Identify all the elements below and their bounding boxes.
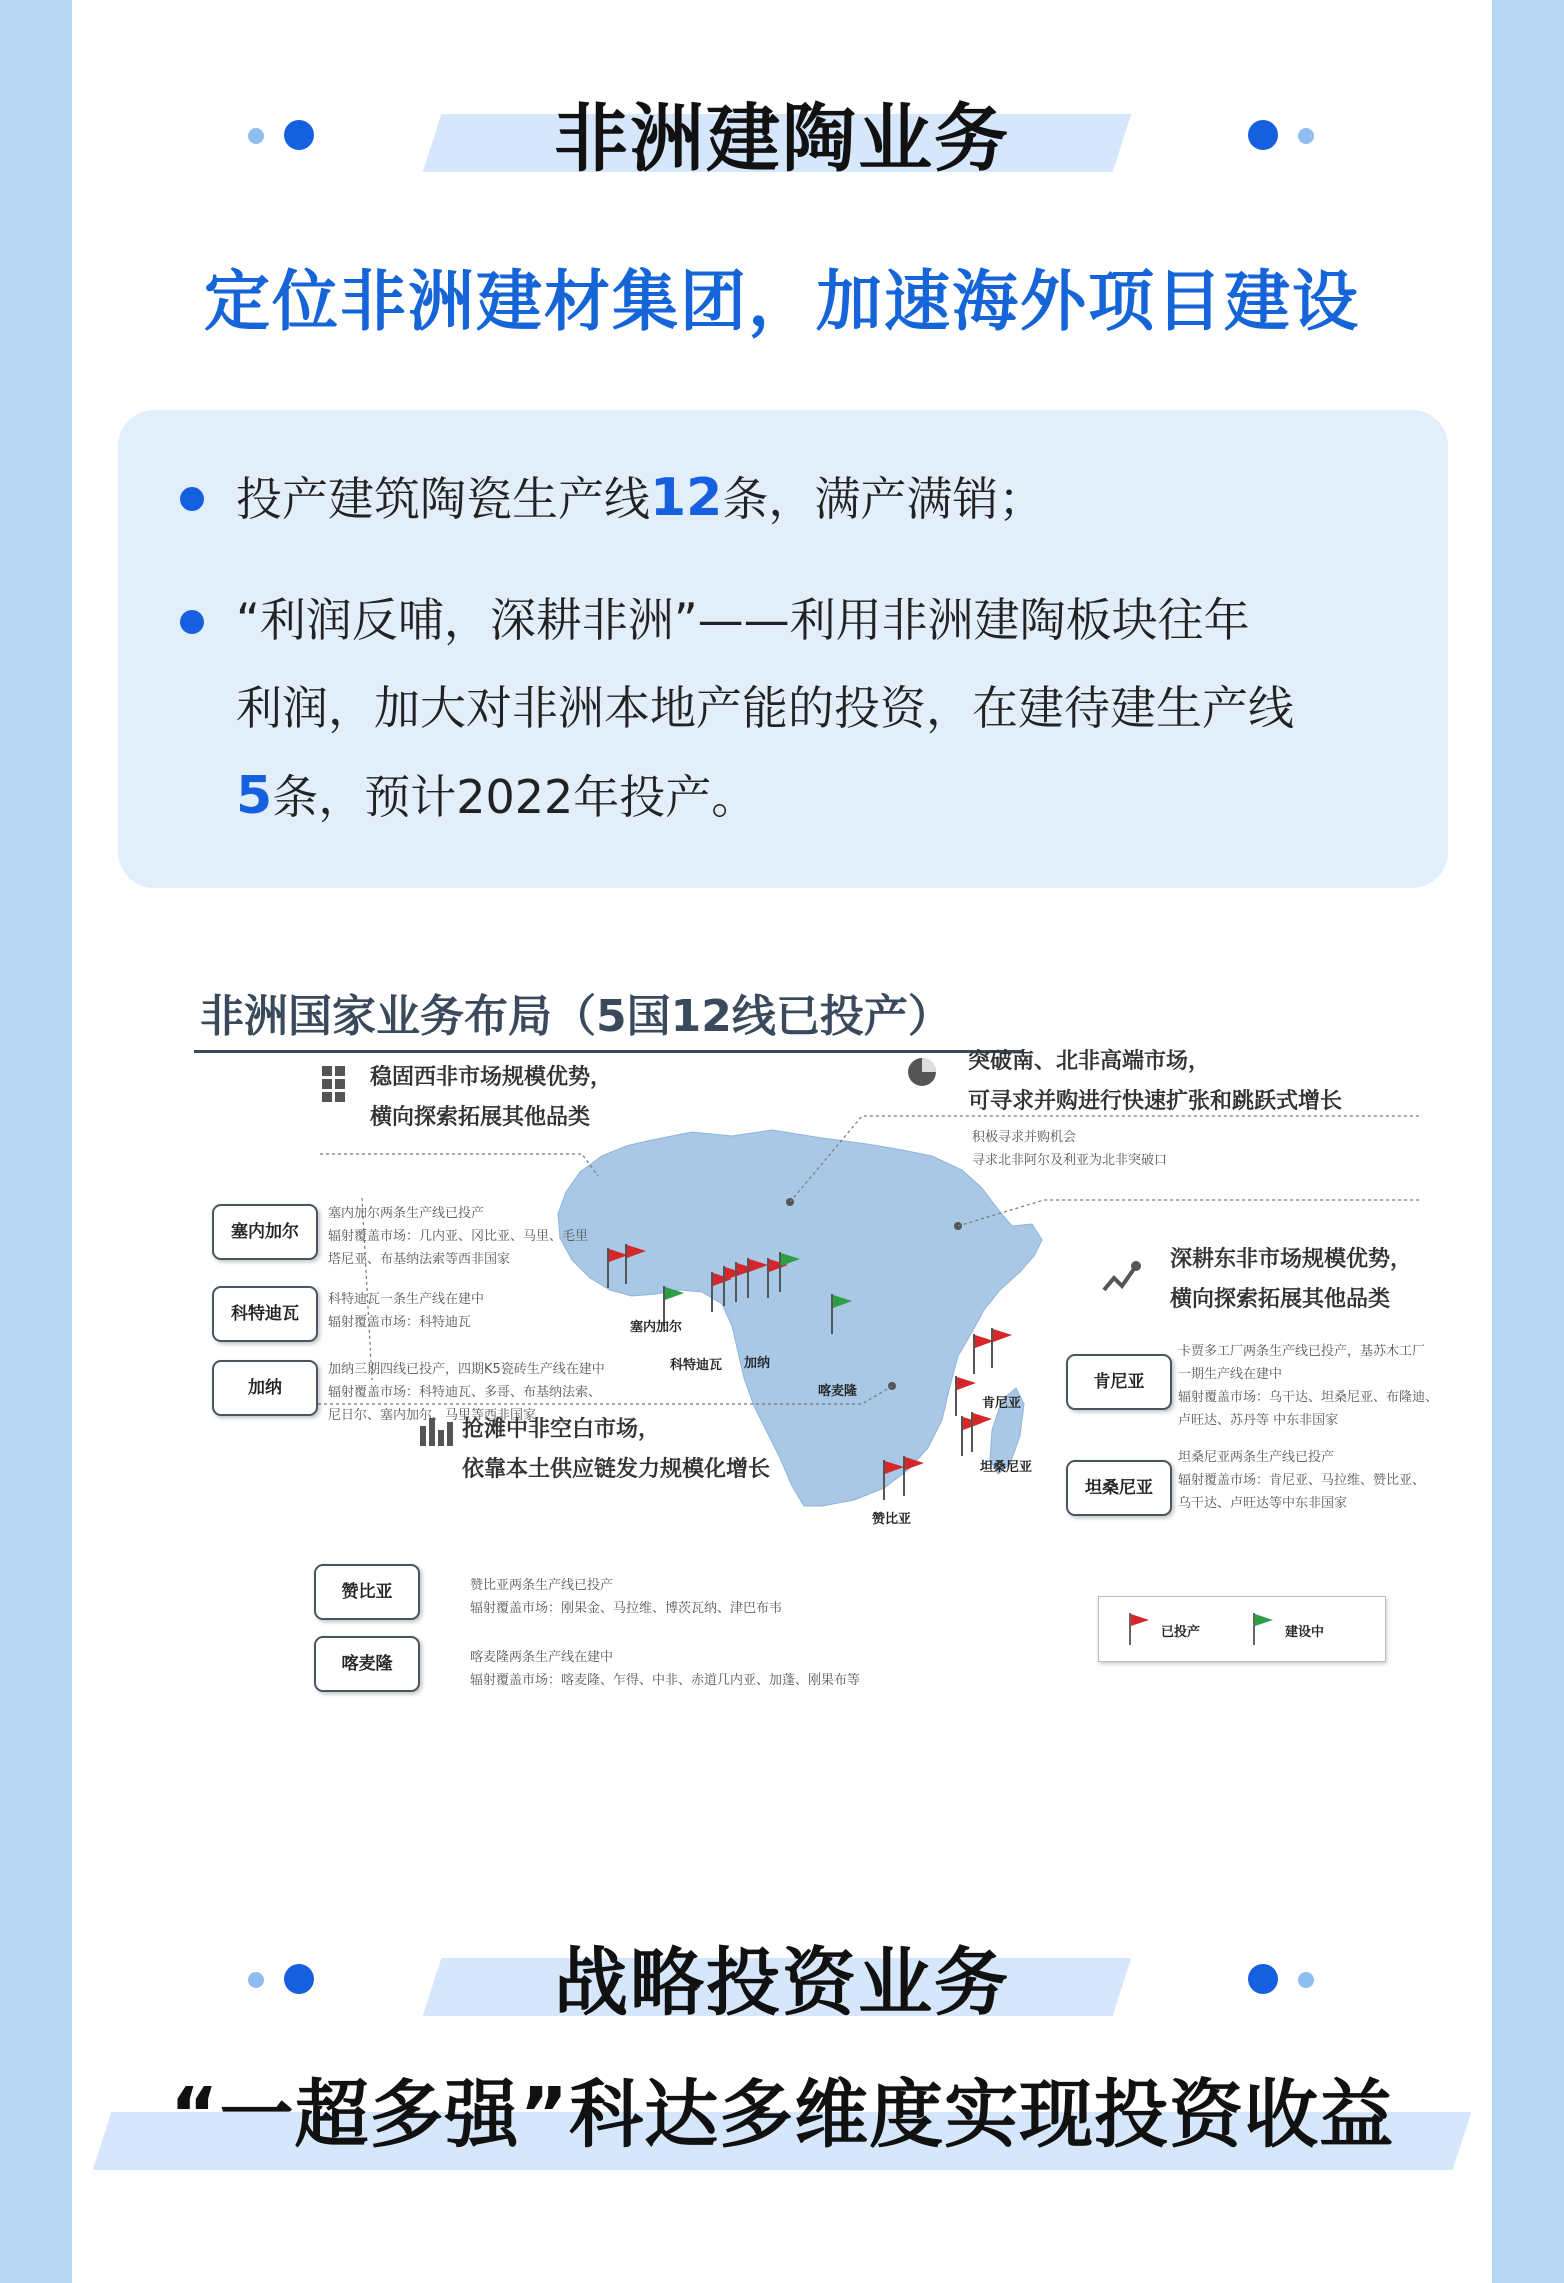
legend-operating-label: 已投产 xyxy=(1161,1625,1201,1640)
west-note-line2: 横向探索拓展其他品类 xyxy=(370,1105,591,1130)
trend-icon xyxy=(1104,1263,1139,1290)
west-note xyxy=(370,1058,612,1138)
desc-line: 一期生产线在建中 xyxy=(1178,1367,1283,1382)
desc-line: 辐射覆盖市场：几内亚、冈比亚、马里、毛里 xyxy=(328,1229,589,1244)
desc-line: 卢旺达、苏丹等 中东非国家 xyxy=(1178,1413,1339,1428)
north-small-line2: 寻求北非阿尔及利亚为北非突破口 xyxy=(972,1153,1168,1168)
bullet-dot xyxy=(180,610,204,634)
country-desc-senegal xyxy=(328,1202,588,1271)
grid-icon xyxy=(322,1066,345,1102)
map-label-tanzania: 坦桑尼亚 xyxy=(980,1460,1033,1475)
north-small xyxy=(972,1126,1167,1172)
country-box-senegal: 塞内加尔 xyxy=(212,1204,318,1260)
desc-line: 辐射覆盖市场：肯尼亚、马拉维、赞比亚、 xyxy=(1178,1473,1426,1488)
bullet2-line3 xyxy=(236,752,1396,841)
country-box-cote-divoire: 科特迪瓦 xyxy=(212,1286,318,1342)
flag-operating-icon xyxy=(904,1456,924,1496)
country-desc-tanzania xyxy=(1178,1446,1425,1515)
east-note-line2: 横向探索拓展其他品类 xyxy=(1170,1287,1391,1312)
desc-line: 辐射覆盖市场：刚果金、马拉维、博茨瓦纳、津巴布韦 xyxy=(470,1601,783,1616)
desc-line: 塞内加尔两条生产线已投产 xyxy=(328,1206,485,1221)
pie-chart-icon xyxy=(908,1058,936,1086)
desc-line: 卡贾多工厂两条生产线已投产，基苏木工厂 xyxy=(1178,1344,1426,1359)
bullet-dot xyxy=(180,487,204,511)
country-box-ghana: 加纳 xyxy=(212,1360,318,1416)
section2-subtitle: “一超多强”科达多维度实现投资收益 xyxy=(169,2072,1395,2158)
africa-map-figure xyxy=(132,960,1442,1700)
map-label-ghana: 加纳 xyxy=(744,1356,771,1371)
country-box-tanzania: 坦桑尼亚 xyxy=(1066,1460,1172,1516)
bullet-text-2 xyxy=(236,576,1396,841)
north-note-line1: 突破南、北非高端市场， xyxy=(968,1049,1211,1074)
desc-line: 尼日尔、塞内加尔、马里等西非国家 xyxy=(328,1408,537,1423)
country-box-cameroon: 喀麦隆 xyxy=(314,1636,420,1692)
central-note-line1: 抢滩中非空白市场， xyxy=(462,1417,661,1442)
section1-header xyxy=(72,72,1492,192)
bullet2-line2: 利润，加大对非洲本地产能的投资，在建待建生产线 xyxy=(236,681,1294,735)
country-desc-cote-divoire xyxy=(328,1288,484,1334)
legend-building-label: 建设中 xyxy=(1285,1625,1325,1640)
east-note xyxy=(1170,1240,1412,1320)
summary-card xyxy=(118,410,1448,888)
bullet2-line1: “利润反哺，深耕非洲”——利用非洲建陶板块往年 xyxy=(236,593,1250,647)
country-box-kenya: 肯尼亚 xyxy=(1066,1354,1172,1410)
page xyxy=(72,0,1492,2283)
country-desc-kenya xyxy=(1178,1340,1438,1432)
flag-operating-icon xyxy=(956,1376,976,1416)
north-small-line1: 积极寻求并购机会 xyxy=(972,1130,1077,1145)
east-note-line1: 深耕东非市场规模优势， xyxy=(1170,1247,1413,1272)
desc-line: 喀麦隆两条生产线在建中 xyxy=(470,1650,614,1665)
country-desc-zambia xyxy=(470,1574,782,1620)
map-title: 非洲国家业务布局（5国12线已投产） xyxy=(200,991,952,1042)
map-legend xyxy=(1098,1596,1386,1662)
country-desc-ghana xyxy=(328,1358,605,1427)
desc-line: 辐射覆盖市场：科特迪瓦、多哥、布基纳法索、 xyxy=(328,1385,602,1400)
flag-operating-icon xyxy=(972,1412,992,1452)
desc-line: 坦桑尼亚两条生产线已投产 xyxy=(1178,1450,1335,1465)
country-box-zambia: 赞比亚 xyxy=(314,1564,420,1620)
north-note xyxy=(968,1042,1342,1122)
bullet-text-1 xyxy=(236,454,1396,543)
section1-subtitle: 定位非洲建材集团，加速海外项目建设 xyxy=(204,263,1360,340)
country-desc-cameroon xyxy=(470,1646,860,1692)
section1-title: 非洲建陶业务 xyxy=(554,96,1010,182)
connector-east xyxy=(958,1200,1422,1226)
bullet1-after: 条，满产满销； xyxy=(722,472,1045,526)
desc-line: 辐射覆盖市场：科特迪瓦 xyxy=(328,1315,472,1330)
map-label-senegal: 塞内加尔 xyxy=(630,1320,683,1335)
central-note-line2: 依靠本土供应链发力规模化增长 xyxy=(462,1457,771,1482)
bullet1-number: 12 xyxy=(650,468,723,528)
desc-line: 乌干达、卢旺达等中东非国家 xyxy=(1178,1496,1348,1511)
bullet2-number: 5 xyxy=(236,766,273,826)
desc-line: 科特迪瓦一条生产线在建中 xyxy=(328,1292,485,1307)
section2-title: 战略投资业务 xyxy=(554,1940,1010,2026)
flag-operating-icon xyxy=(992,1328,1012,1368)
map-label-cote-divoire: 科特迪瓦 xyxy=(670,1358,723,1373)
desc-line: 辐射覆盖市场：喀麦隆、乍得、中非、赤道几内亚、加蓬、刚果布等 xyxy=(470,1673,861,1688)
desc-line: 加纳三期四线已投产，四期K5瓷砖生产线在建中 xyxy=(328,1362,605,1377)
bullet1-before: 投产建筑陶瓷生产线 xyxy=(236,472,650,526)
north-note-line2: 可寻求并购进行快速扩张和跳跃式增长 xyxy=(968,1089,1343,1114)
desc-line: 辐射覆盖市场：乌干达、坦桑尼亚、布隆迪、 xyxy=(1178,1390,1439,1405)
map-label-kenya: 肯尼亚 xyxy=(982,1396,1022,1411)
connector-west xyxy=(320,1154,598,1176)
west-note-line1: 稳固西非市场规模优势， xyxy=(370,1065,613,1090)
legend-flag-green-icon xyxy=(1251,1611,1277,1647)
map-label-cameroon: 喀麦隆 xyxy=(818,1384,858,1399)
map-label-zambia: 赞比亚 xyxy=(872,1512,912,1527)
legend-flag-red-icon xyxy=(1127,1611,1153,1647)
section2-header xyxy=(72,1916,1492,2036)
desc-line: 赞比亚两条生产线已投产 xyxy=(470,1578,614,1593)
desc-line: 塔尼亚、布基纳法索等西非国家 xyxy=(328,1252,511,1267)
bullet2-after: 条，预计2022年投产。 xyxy=(272,770,758,824)
